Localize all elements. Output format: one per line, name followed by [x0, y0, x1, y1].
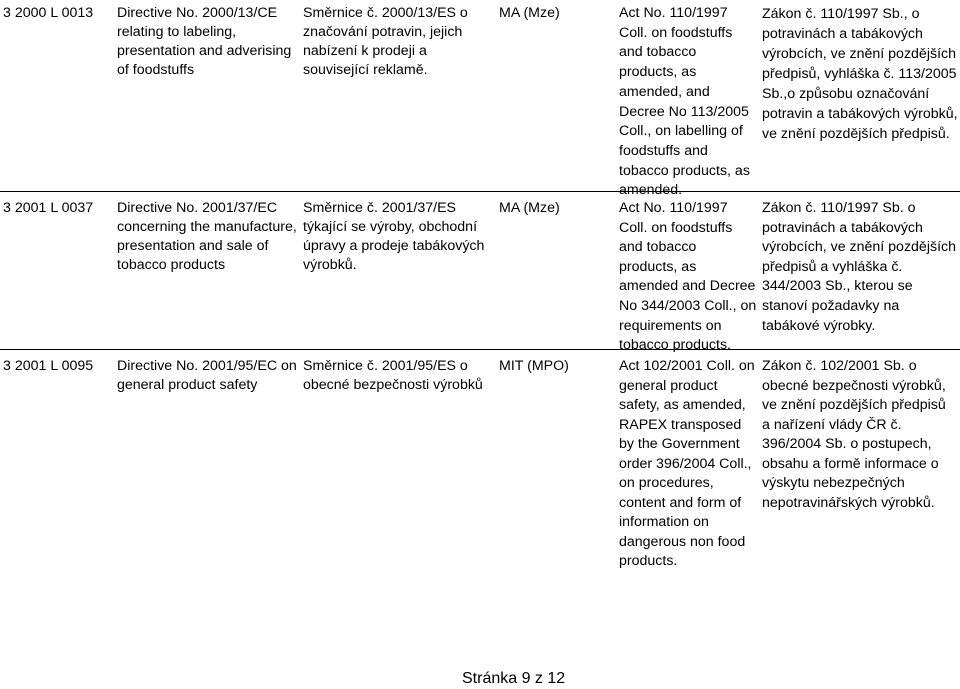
national-measure-cz: Zákon č. 102/2001 Sb. o obecné bezpečnosti výrobků, ve znění pozdějších předpisů a nařízení vlády ČR č. 396/2004 Sb. o postupech, obsahu a formě informace o výskytu nebezpečných nepotravinářských výrobků.: [762, 358, 946, 511]
directive-title-cz: Směrnice č. 2001/95/ES o obecné bezpečnosti výrobků: [303, 358, 483, 393]
national-measure-cz: Zákon č. 110/1997 Sb. o potravinách a tabákových výrobcích, ve znění pozdějších předpisů a vyhláška č. 344/2003 Sb., kterou se stanoví požadavky na tabákové výrobky.: [762, 200, 956, 334]
national-measure-en: Act 102/2001 Coll. on general product safety, as amended, RAPEX transposed by the Government order 396/2004 Coll., on procedures, content and form of information on dangerous non food products.: [619, 358, 755, 569]
celex-number: 3 2001 L 0037: [3, 200, 94, 216]
row-divider: [0, 191, 960, 192]
directive-title-cz: Směrnice č. 2001/37/ES týkající se výroby, obchodní úpravy a prodeje tabákových výrobků.: [303, 200, 485, 273]
national-measure-en: Act No. 110/1997 Coll. on foodstuffs and tobacco products, as amended and Decree No 344/2003 Coll., on requirements on tobacco products.: [619, 200, 757, 354]
directive-title-en: Directive No. 2001/95/EC on general product safety: [117, 358, 297, 393]
responsible-authority: MA (Mze): [499, 200, 560, 216]
national-measure-en: Act No. 110/1997 Coll. on foodstuffs and tobacco products, as amended, and Decree No 113/2005 Coll., on labelling of foodstuffs and tobacco products, as amended.: [619, 5, 750, 199]
celex-number: 3 2000 L 0013: [3, 5, 94, 21]
row-divider: [0, 349, 960, 350]
page-number: Stránka 9 z 12: [462, 670, 566, 687]
national-measure-cz: Zákon č. 110/1997 Sb., o potravinách a tabákových výrobcích, ve znění pozdějších předpisů, vyhláška č. 113/2005 Sb.,o způsobu označování potravin a tabákových výrobků, ve znění pozdějších předpisů.: [762, 6, 958, 142]
celex-number: 3 2001 L 0095: [3, 358, 94, 374]
directive-title-cz: Směrnice č. 2000/13/ES o značování potravin, jejich nabízení k prodeji a související reklamě.: [303, 5, 468, 78]
responsible-authority: MIT (MPO): [499, 358, 569, 374]
directive-title-en: Directive No. 2000/13/CE relating to labeling, presentation and adverising of foodstuffs: [117, 5, 292, 78]
directive-title-en: Directive No. 2001/37/EC concerning the manufacture, presentation and sale of tobacco products: [117, 200, 297, 273]
responsible-authority: MA (Mze): [499, 5, 560, 21]
